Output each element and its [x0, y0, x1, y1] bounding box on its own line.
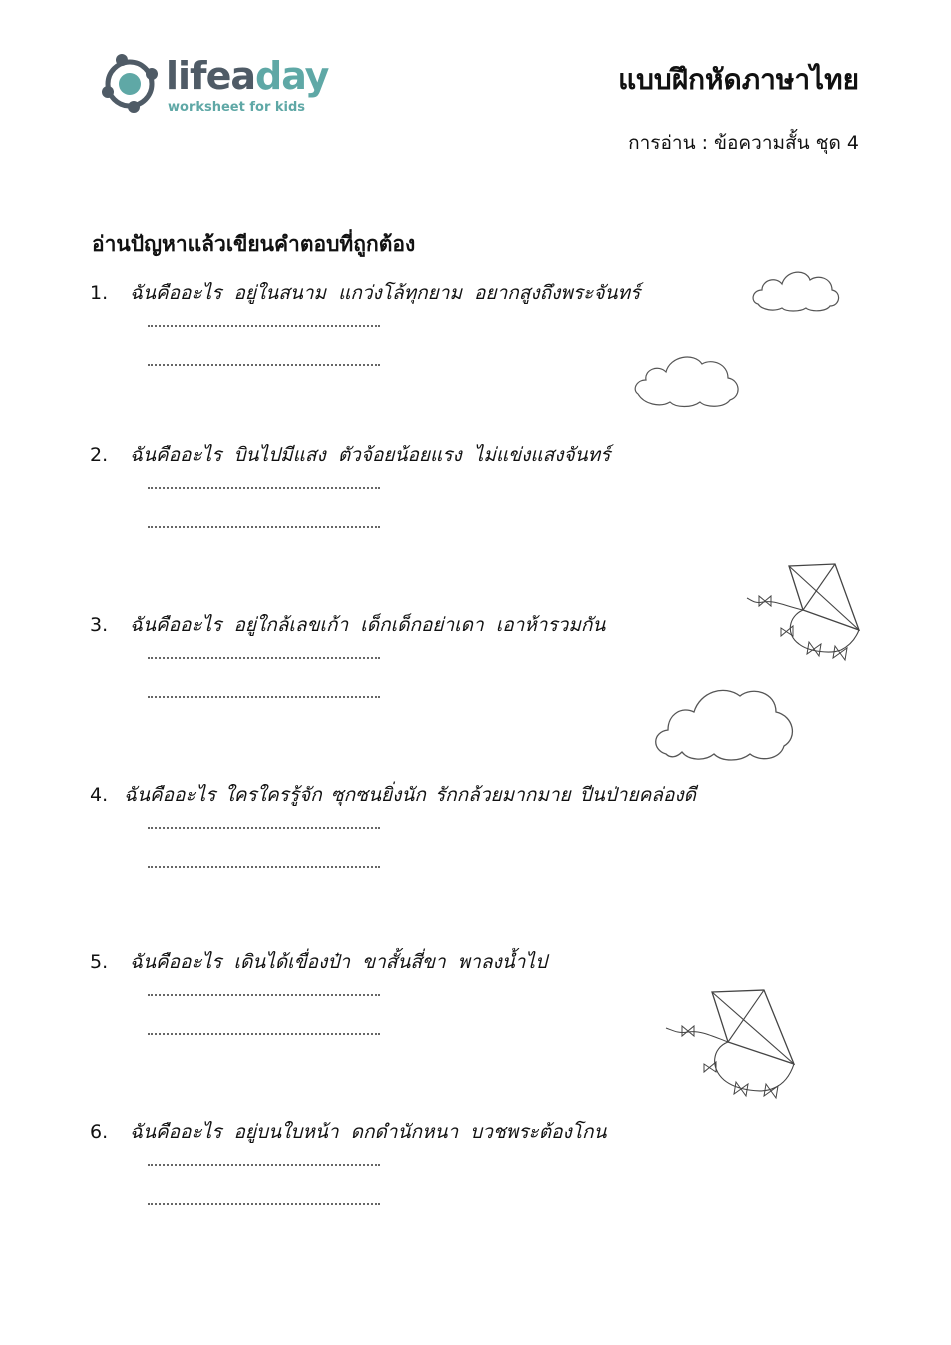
logo-word-part-a: lifea — [166, 54, 255, 98]
question-number: 5. — [90, 951, 109, 973]
question-number: 6. — [90, 1121, 109, 1143]
answer-line[interactable] — [148, 1203, 380, 1205]
question-number: 2. — [90, 444, 109, 466]
answer-line[interactable] — [148, 994, 380, 996]
answer-line[interactable] — [148, 487, 380, 489]
question-text: ฉันคืออะไร เดินได้เขื่องป๋า ขาสั้นสี่ขา พาลงน้ำไป — [130, 951, 548, 973]
cloud-icon — [652, 684, 798, 762]
answer-line[interactable] — [148, 1164, 380, 1166]
cloud-icon — [750, 262, 842, 314]
question-4 — [90, 780, 810, 868]
answer-line[interactable] — [148, 1033, 380, 1035]
logo-word-part-b: day — [255, 54, 329, 98]
question-text: ฉันคืออะไร อยู่บนใบหน้า ดกดำนักหนา บวชพระต้องโกน — [130, 1121, 607, 1143]
answer-line[interactable] — [148, 866, 380, 868]
logo-tagline: worksheet for kids — [168, 100, 306, 115]
page-subtitle: การอ่าน : ข้อความสั้น ชุด 4 — [628, 132, 859, 154]
question-2 — [90, 440, 810, 528]
brand-logo — [100, 52, 340, 122]
logo-wordmark — [166, 56, 328, 96]
answer-line[interactable] — [148, 526, 380, 528]
answer-line[interactable] — [148, 696, 380, 698]
question-number: 4. — [90, 784, 109, 806]
question-text: ฉันคืออะไร ใครใครรู้จัก ซุกซนยิ่งนัก รักกล้วยมากมาย ปีนป่ายคล่องดี — [124, 784, 696, 806]
cloud-icon — [632, 350, 744, 410]
question-number: 3. — [90, 614, 109, 636]
logo-molecule-icon — [100, 52, 164, 116]
kite-icon — [745, 560, 865, 668]
question-text: ฉันคืออะไร อยู่ใกล้เลขเก้า เด็กเด็กอย่าเดา เอาห้ารวมกัน — [130, 614, 606, 636]
answer-line[interactable] — [148, 325, 380, 327]
page-title: แบบฝึกหัดภาษาไทย — [618, 63, 859, 96]
answer-line[interactable] — [148, 827, 380, 829]
question-text: ฉันคืออะไร บินไปมีแสง ตัวจ้อยน้อยแรง ไม่แข่งแสงจันทร์ — [130, 444, 611, 466]
question-6 — [90, 1117, 810, 1205]
answer-line[interactable] — [148, 364, 380, 366]
question-text: ฉันคืออะไร อยู่ในสนาม แกว่งโล้ทุกยาม อยากสูงถึงพระจันทร์ — [130, 282, 641, 304]
kite-icon — [664, 986, 798, 1106]
instruction-heading: อ่านปัญหาแล้วเขียนคำตอบที่ถูกต้อง — [92, 232, 416, 256]
answer-line[interactable] — [148, 657, 380, 659]
question-number: 1. — [90, 282, 109, 304]
